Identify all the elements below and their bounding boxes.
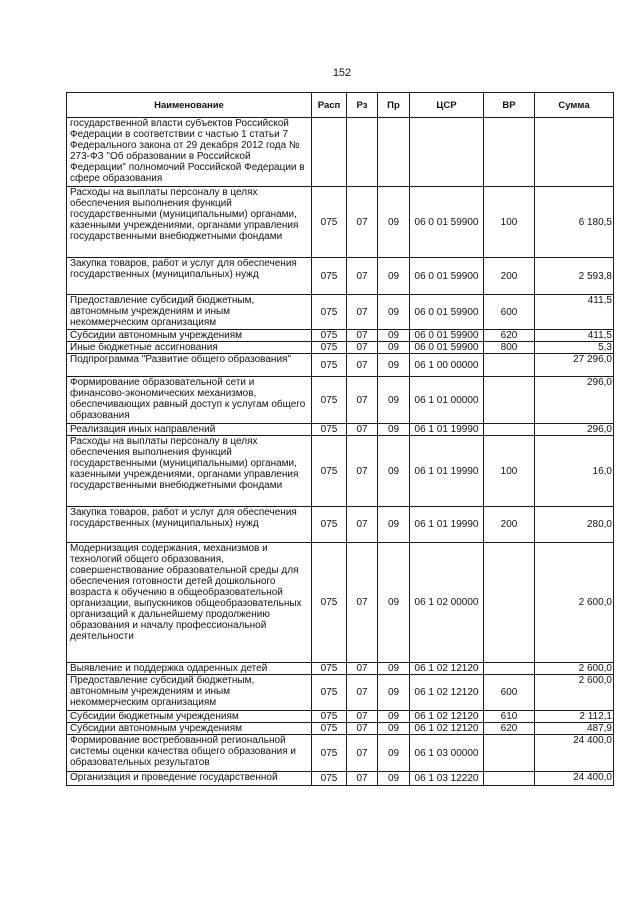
cell-pr: 09 xyxy=(378,377,410,424)
cell-rz: 07 xyxy=(347,258,378,295)
table-row xyxy=(67,377,614,424)
cell-rz: 07 xyxy=(347,735,378,772)
cell-sum: 2 593,8 xyxy=(535,258,614,295)
cell-sum: 16,0 xyxy=(535,436,614,507)
cell-name: Субсидии бюджетным учреждениям xyxy=(67,711,312,723)
header-name: Наименование xyxy=(67,93,312,118)
cell-rasp: 075 xyxy=(312,675,347,711)
cell-pr: 09 xyxy=(378,735,410,772)
cell-name: Расходы на выплаты персоналу в целях обеспечения выполнения функций государственными (муниципальными) органами, казенными учреждениями, органами управления государственными внебюджетными фондами xyxy=(67,436,312,507)
cell-rz: 07 xyxy=(347,295,378,330)
cell-sum: 411,5 xyxy=(535,295,614,330)
cell-rasp: 075 xyxy=(312,187,347,258)
cell-rasp: 075 xyxy=(312,507,347,543)
page-number: 152 xyxy=(332,67,352,79)
cell-sum: 296,0 xyxy=(535,424,614,436)
table-row xyxy=(67,258,614,295)
cell-csr: 06 1 02 12120 xyxy=(410,723,484,735)
cell-sum: 6 180,5 xyxy=(535,187,614,258)
cell-pr: 09 xyxy=(378,723,410,735)
cell-rz: 07 xyxy=(347,675,378,711)
cell-vr: 600 xyxy=(484,295,535,330)
cell-rasp: 075 xyxy=(312,543,347,663)
cell-vr: 610 xyxy=(484,711,535,723)
cell-rasp: 075 xyxy=(312,377,347,424)
cell-name: Расходы на выплаты персоналу в целях обеспечения выполнения функций государственными (муниципальными) органами, казенными учреждениями, органами управления государственными внебюджетными фондами xyxy=(67,187,312,258)
cell-rz xyxy=(347,118,378,187)
table-row xyxy=(67,354,614,377)
cell-vr xyxy=(484,663,535,675)
table-row xyxy=(67,772,614,786)
cell-pr xyxy=(378,118,410,187)
cell-csr: 06 1 01 19990 xyxy=(410,436,484,507)
table-row xyxy=(67,295,614,330)
cell-vr: 100 xyxy=(484,187,535,258)
cell-pr: 09 xyxy=(378,543,410,663)
cell-rz: 07 xyxy=(347,663,378,675)
cell-rz: 07 xyxy=(347,354,378,377)
cell-vr: 600 xyxy=(484,675,535,711)
table-row xyxy=(67,711,614,723)
cell-rasp: 075 xyxy=(312,711,347,723)
cell-vr: 620 xyxy=(484,330,535,342)
cell-sum: 2 112,1 xyxy=(535,711,614,723)
cell-name: Выявление и поддержка одаренных детей xyxy=(67,663,312,675)
cell-csr: 06 0 01 59900 xyxy=(410,295,484,330)
header-csr: ЦСР xyxy=(410,93,484,118)
cell-name: Закупка товаров, работ и услуг для обеспечения государственных (муниципальных) нужд xyxy=(67,258,312,295)
cell-rz: 07 xyxy=(347,772,378,786)
budget-table xyxy=(66,92,614,786)
cell-pr: 09 xyxy=(378,187,410,258)
cell-csr: 06 1 02 12120 xyxy=(410,663,484,675)
cell-sum: 280,0 xyxy=(535,507,614,543)
cell-pr: 09 xyxy=(378,772,410,786)
cell-rz: 07 xyxy=(347,424,378,436)
cell-pr: 09 xyxy=(378,258,410,295)
cell-sum: 5,3 xyxy=(535,342,614,354)
table-row xyxy=(67,187,614,258)
cell-pr: 09 xyxy=(378,675,410,711)
cell-sum: 296,0 xyxy=(535,377,614,424)
cell-rasp xyxy=(312,118,347,187)
cell-vr xyxy=(484,543,535,663)
cell-pr: 09 xyxy=(378,711,410,723)
cell-sum: 2 600,0 xyxy=(535,663,614,675)
cell-rasp: 075 xyxy=(312,723,347,735)
cell-name: Организация и проведение государственной xyxy=(67,772,312,786)
cell-sum: 2 600,0 xyxy=(535,675,614,711)
table-row xyxy=(67,735,614,772)
cell-csr: 06 1 03 12220 xyxy=(410,772,484,786)
cell-sum: 411,5 xyxy=(535,330,614,342)
cell-csr: 06 1 01 00000 xyxy=(410,377,484,424)
cell-vr: 800 xyxy=(484,342,535,354)
header-rasp: Расп xyxy=(312,93,347,118)
cell-rasp: 075 xyxy=(312,258,347,295)
cell-vr: 100 xyxy=(484,436,535,507)
cell-vr: 200 xyxy=(484,507,535,543)
cell-csr xyxy=(410,118,484,187)
cell-pr: 09 xyxy=(378,507,410,543)
cell-sum: 487,9 xyxy=(535,723,614,735)
cell-rasp: 075 xyxy=(312,436,347,507)
cell-sum: 27 296,0 xyxy=(535,354,614,377)
cell-rz: 07 xyxy=(347,342,378,354)
table-row xyxy=(67,330,614,342)
cell-csr: 06 1 03 00000 xyxy=(410,735,484,772)
cell-name: Предоставление субсидий бюджетным, автономным учреждениям и иным некоммерческим организациям xyxy=(67,295,312,330)
cell-rz: 07 xyxy=(347,330,378,342)
cell-rz: 07 xyxy=(347,187,378,258)
cell-csr: 06 1 00 00000 xyxy=(410,354,484,377)
cell-name: Подпрограмма "Развитие общего образования" xyxy=(67,354,312,377)
table-row xyxy=(67,424,614,436)
cell-sum: 24 400,0 xyxy=(535,735,614,772)
cell-sum xyxy=(535,118,614,187)
cell-pr: 09 xyxy=(378,436,410,507)
cell-rz: 07 xyxy=(347,543,378,663)
table-row xyxy=(67,675,614,711)
table-row xyxy=(67,543,614,663)
cell-vr xyxy=(484,354,535,377)
cell-rasp: 075 xyxy=(312,663,347,675)
cell-name: Модернизация содержания, механизмов и технологий общего образования, совершенствование образовательной среды для обеспечения готовности детей дошкольного возраста к обучению в общеобразовательной организации, выпускников общеобразовательных организаций к дальнейшему продолжению образования и началу профессиональной деятельности xyxy=(67,543,312,663)
cell-rz: 07 xyxy=(347,377,378,424)
cell-name: Иные бюджетные ассигнования xyxy=(67,342,312,354)
cell-csr: 06 1 02 12120 xyxy=(410,675,484,711)
cell-rasp: 075 xyxy=(312,330,347,342)
cell-name: Закупка товаров, работ и услуг для обеспечения государственных (муниципальных) нужд xyxy=(67,507,312,543)
cell-csr: 06 1 02 12120 xyxy=(410,711,484,723)
cell-name: Предоставление субсидий бюджетным, автономным учреждениям и иным некоммерческим организациям xyxy=(67,675,312,711)
cell-vr: 200 xyxy=(484,258,535,295)
table-row xyxy=(67,507,614,543)
table-row xyxy=(67,342,614,354)
cell-pr: 09 xyxy=(378,663,410,675)
table-row xyxy=(67,663,614,675)
table-header-row xyxy=(67,93,614,118)
cell-sum: 24 400,0 xyxy=(535,772,614,786)
header-pr: Пр xyxy=(378,93,410,118)
cell-name: Субсидии автономным учреждениям xyxy=(67,723,312,735)
cell-csr: 06 0 01 59900 xyxy=(410,258,484,295)
header-vr: ВР xyxy=(484,93,535,118)
cell-rz: 07 xyxy=(347,711,378,723)
table-row xyxy=(67,436,614,507)
cell-rz: 07 xyxy=(347,436,378,507)
cell-name: Реализация иных направлений xyxy=(67,424,312,436)
cell-pr: 09 xyxy=(378,330,410,342)
cell-pr: 09 xyxy=(378,295,410,330)
cell-csr: 06 1 01 19990 xyxy=(410,507,484,543)
header-sum: Сумма xyxy=(535,93,614,118)
cell-csr: 06 1 01 19990 xyxy=(410,424,484,436)
cell-csr: 06 0 01 59900 xyxy=(410,330,484,342)
cell-rasp: 075 xyxy=(312,342,347,354)
cell-vr xyxy=(484,424,535,436)
cell-vr xyxy=(484,118,535,187)
cell-rz: 07 xyxy=(347,723,378,735)
cell-vr xyxy=(484,735,535,772)
cell-vr: 620 xyxy=(484,723,535,735)
cell-sum: 2 600,0 xyxy=(535,543,614,663)
table-row xyxy=(67,118,614,187)
cell-rasp: 075 xyxy=(312,772,347,786)
cell-vr xyxy=(484,377,535,424)
cell-pr: 09 xyxy=(378,342,410,354)
cell-csr: 06 0 01 59900 xyxy=(410,187,484,258)
cell-rasp: 075 xyxy=(312,424,347,436)
cell-name: Формирование востребованной региональной системы оценки качества общего образования и образовательных результатов xyxy=(67,735,312,772)
cell-rasp: 075 xyxy=(312,354,347,377)
cell-name: Субсидии автономным учреждениям xyxy=(67,330,312,342)
cell-pr: 09 xyxy=(378,424,410,436)
table-row xyxy=(67,723,614,735)
cell-vr xyxy=(484,772,535,786)
cell-name: государственной власти субъектов Российской Федерации в соответствии с частью 1 статьи 7 Федерального закона от 29 декабря 2012 года № 273-ФЗ "Об образовании в Российской Федерации" полномочий Российской Федерации в сфере образования xyxy=(67,118,312,187)
header-rz: Рз xyxy=(347,93,378,118)
cell-csr: 06 1 02 00000 xyxy=(410,543,484,663)
cell-rz: 07 xyxy=(347,507,378,543)
cell-name: Формирование образовательной сети и финансово-экономических механизмов, обеспечивающих равный доступ к услугам общего образования xyxy=(67,377,312,424)
cell-pr: 09 xyxy=(378,354,410,377)
cell-csr: 06 0 01 59900 xyxy=(410,342,484,354)
cell-rasp: 075 xyxy=(312,735,347,772)
cell-rasp: 075 xyxy=(312,295,347,330)
